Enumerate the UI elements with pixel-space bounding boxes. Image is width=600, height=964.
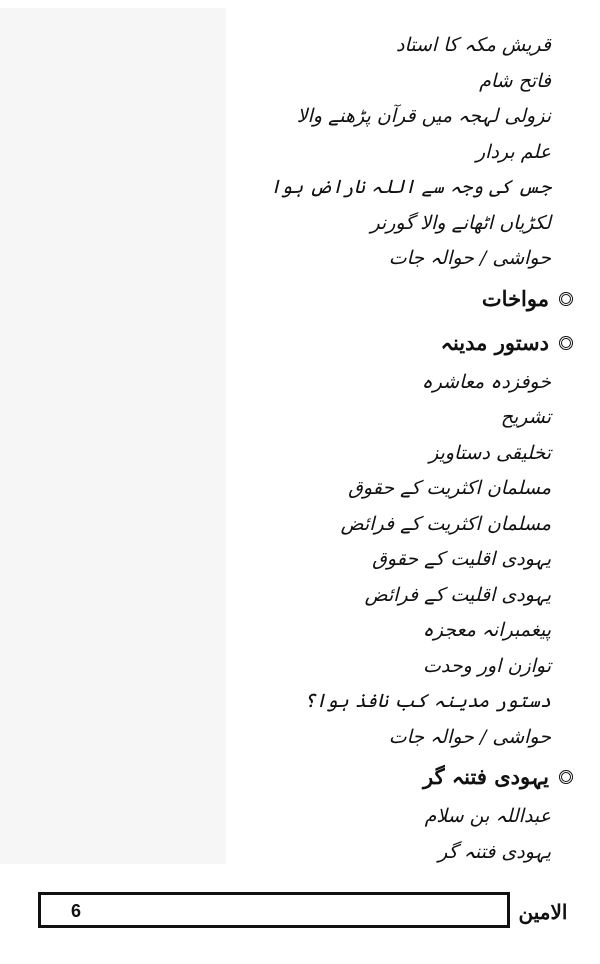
toc-item: پیغمبرانہ معجزہ (422, 619, 551, 641)
page-number: 6 (71, 901, 82, 921)
toc-item: مسلمان اکثریت کے فرائض (340, 512, 551, 535)
toc-item: دستور مدینہ کب نافذ ہوا؟ (304, 690, 551, 712)
publication-logo: الامین (518, 900, 568, 924)
ring-bullet-icon (559, 292, 573, 306)
ring-bullet-icon (559, 336, 573, 350)
toc-item: تشریح (500, 406, 551, 428)
toc-item: قریش مکہ کا استاد (395, 34, 551, 56)
ring-bullet-icon (559, 770, 573, 784)
toc-item: فاتح شام (479, 69, 551, 92)
toc-item: خوفزدہ معاشرہ (421, 370, 551, 393)
toc-item: لکڑیاں اٹھانے والا گورنر (370, 211, 551, 234)
table-of-contents (240, 28, 575, 870)
left-column-shade (0, 8, 226, 864)
section-heading-label: مواخات (481, 285, 549, 311)
toc-item: نزولی لہجہ میں قرآن پڑھنے والا (296, 105, 551, 127)
toc-item: مسلمان اکثریت کے حقوق (348, 477, 551, 499)
toc-item: علم بردار (476, 140, 551, 163)
section-heading-dastoor-madina (240, 321, 575, 365)
toc-item: حواشی / حوالہ جات (388, 725, 551, 748)
toc-item: توازن اور وحدت (423, 654, 551, 677)
toc-item: یہودی فتنہ گر (438, 840, 551, 863)
toc-item: تخلیقی دستاویز (429, 441, 551, 464)
toc-item: جس کی وجہ سے اللہ ناراض ہوا (269, 176, 551, 198)
toc-item: حواشی / حوالہ جات (388, 247, 551, 269)
section-heading-label: دستور مدینہ (440, 329, 549, 355)
toc-item: یہودی اقلیت کے حقوق (372, 548, 551, 570)
page-footer (38, 892, 568, 932)
section-heading-label: یہودی فتنہ گر (422, 764, 549, 789)
toc-item: عبداللہ بن سلام (424, 805, 551, 827)
footer-frame (38, 892, 510, 928)
toc-item: یہودی اقلیت کے فرائض (364, 583, 551, 606)
section-heading-mawakhat (240, 277, 575, 321)
section-heading-yahoodi-fitna-gar (240, 755, 575, 799)
